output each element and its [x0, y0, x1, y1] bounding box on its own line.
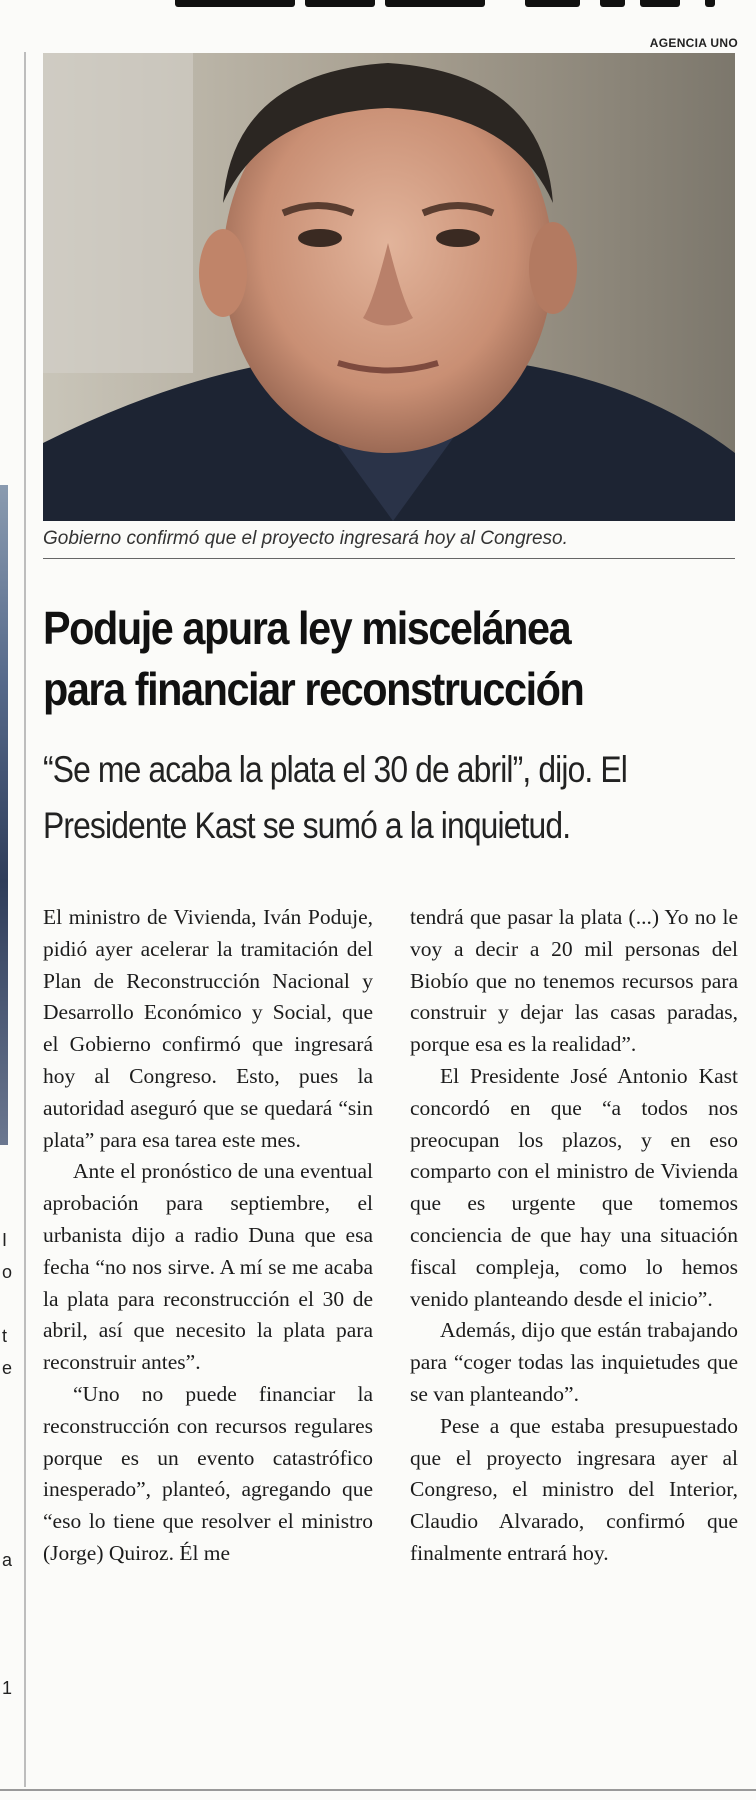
subheadline: [43, 742, 718, 854]
portrait-illustration: [43, 53, 735, 521]
photo-caption: Gobierno confirmó que el proyecto ingresará hoy al Congreso.: [43, 528, 568, 549]
paragraph: Pese a que estaba presupuestado que el proyecto ingresara ayer al Congreso, el ministro del Interior, Claudio Alvarado, confirmó que finalmente entrará hoy.: [410, 1413, 738, 1565]
headline-line-1: Poduje apura ley miscelánea: [43, 602, 571, 654]
headline-line-2: para financiar reconstrucción: [43, 663, 584, 715]
adjacent-column-fragments: I o t e a 1: [2, 1230, 13, 1698]
subheadline-line-2: Presidente Kast se sumó a la inquietud.: [43, 805, 571, 846]
body-column-1: [43, 902, 373, 1570]
column-divider: [24, 52, 26, 1787]
paragraph: tendrá que pasar la plata (...) Yo no le voy a decir a 20 mil personas del Biobío que no tenemos recursos para construir y dejar las casas paradas, porque esa es la realidad”.: [410, 905, 738, 1057]
paragraph: Además, dijo que están trabajando para “coger todas las inquietudes que se van planteando”.: [410, 1318, 738, 1406]
paragraph: “Uno no puede financiar la reconstrucción con recursos regulares porque es un evento catastrófico inesperado”, planteó, agregando que “eso lo tiene que resolver el ministro (Jorge) Quiroz. Él me: [43, 1381, 373, 1565]
paragraph: El Presidente José Antonio Kast concordó en que “a todos nos preocupan los plazos, y en eso comparto con el ministro de Vivienda que es urgente que tomemos conciencia de que hay una situación fiscal compleja, como lo hemos venido planteando desde el inicio”.: [410, 1063, 738, 1311]
body-column-2: [410, 902, 738, 1570]
previous-article-strip: [0, 0, 756, 14]
photo-credit: AGENCIA UNO: [649, 36, 738, 50]
caption-divider: [43, 558, 735, 559]
headline: [43, 598, 673, 720]
paragraph: Ante el pronóstico de una eventual aprobación para septiembre, el urbanista dijo a radio Duna que esa fecha “no nos sirve. A mí se me acaba la plata para reconstrucción el 30 de abril, así que necesito la plata para reconstruir antes”.: [43, 1159, 373, 1375]
paragraph: El ministro de Vivienda, Iván Poduje, pidió ayer acelerar la tramitación del Plan de Reconstrucción Nacional y Desarrollo Económico y Social, que el Gobierno confirmó que ingresará hoy al Congreso. Esto, pues la autoridad aseguró que se quedará “sin plata” para esa tarea este mes.: [43, 905, 373, 1152]
subheadline-line-1: “Se me acaba la plata el 30 de abril”, dijo. El: [43, 749, 627, 790]
portrait-photo: [43, 53, 735, 521]
page-bottom-rule: [0, 1789, 756, 1791]
